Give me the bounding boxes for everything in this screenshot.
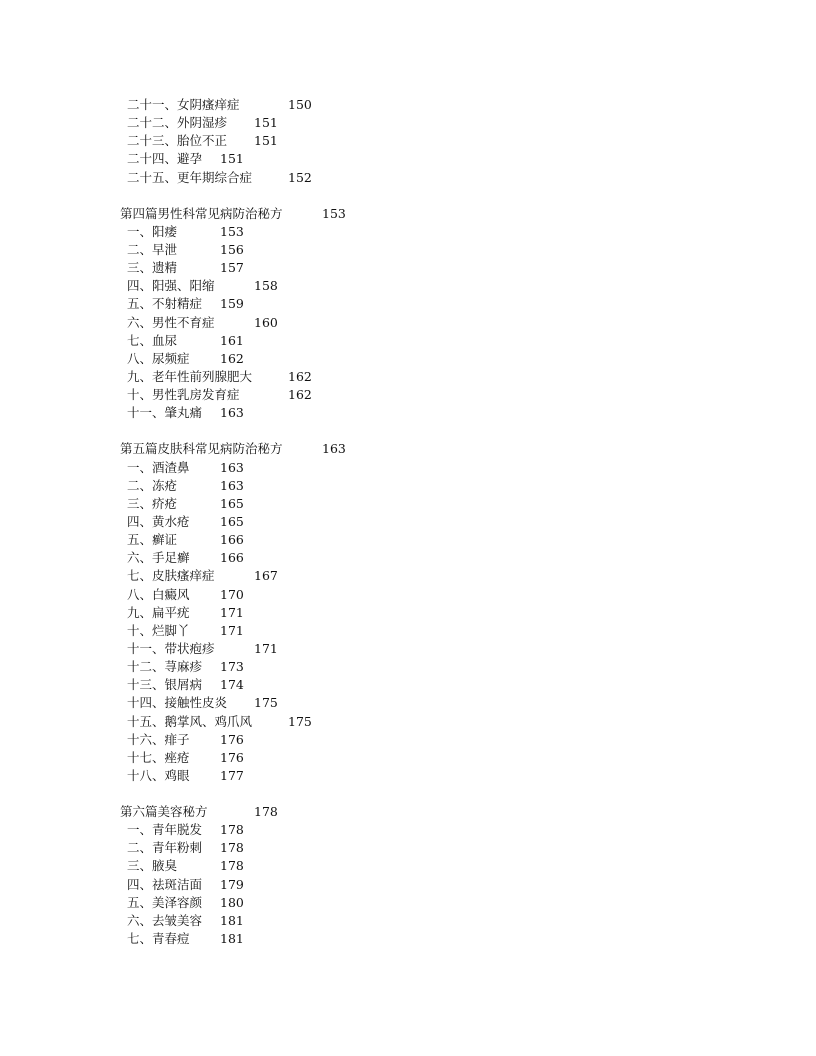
- toc-entry: [0, 694, 816, 712]
- toc-entry-title: 十一、肇丸痛: [127, 405, 203, 421]
- toc-entry-title: 一、青年脱发: [127, 822, 203, 838]
- toc-entry-page-number: 175: [254, 695, 278, 711]
- toc-entry-page-number: 173: [220, 659, 244, 675]
- toc-entry-page-number: 162: [288, 368, 312, 384]
- toc-entry-page-number: 171: [220, 604, 244, 620]
- toc-entry-title: 五、美泽容颜: [127, 894, 203, 910]
- toc-entry-title: 十、男性乳房发育症: [127, 387, 240, 403]
- toc-entry: [0, 876, 816, 894]
- toc-entry-page-number: 156: [220, 241, 244, 257]
- toc-entry-page-number: 181: [220, 931, 244, 947]
- toc-entry-title: 十二、荨麻疹: [127, 659, 203, 675]
- toc-entry-page-number: 160: [254, 314, 278, 330]
- toc-entry: [0, 223, 816, 241]
- toc-entry: [0, 676, 816, 694]
- toc-entry-page-number: 158: [254, 278, 278, 294]
- toc-entry-page-number: 177: [220, 767, 244, 783]
- toc-entry-title: 五、不射精症: [127, 296, 203, 312]
- toc-entry-page-number: 176: [220, 731, 244, 747]
- toc-entry: [0, 857, 816, 875]
- toc-entry-page-number: 178: [220, 840, 244, 856]
- toc-entry-page-number: 151: [254, 133, 278, 149]
- toc-entry: [0, 912, 816, 930]
- toc-entry-title: 二十四、避孕: [127, 151, 203, 167]
- toc-entry-title: 七、青春痘: [127, 931, 190, 947]
- toc-entry: [0, 459, 816, 477]
- toc-entry-page-number: 150: [288, 97, 312, 112]
- toc-entry: [0, 314, 816, 332]
- toc-entry-page-number: 163: [220, 459, 244, 475]
- toc-entry: [0, 894, 816, 912]
- toc-entry-title: 十七、痤疮: [127, 749, 190, 765]
- toc-entry: [0, 150, 816, 168]
- toc-entry-title: 十三、银屑病: [127, 677, 203, 693]
- toc-entry-page-number: 152: [288, 169, 312, 185]
- section-heading-title: 第六篇美容秘方: [120, 804, 208, 820]
- toc-entry-page-number: 178: [220, 822, 244, 838]
- toc-entry-title: 八、白癜风: [127, 586, 190, 602]
- toc-entry-title: 八、尿频症: [127, 350, 190, 366]
- toc-entry: [0, 477, 816, 495]
- toc-entry-title: 三、遗精: [127, 260, 178, 276]
- toc-entry-title: 十、烂脚丫: [127, 622, 190, 638]
- section-heading-title: 第五篇皮肤科常见病防治秘方: [120, 441, 283, 457]
- toc-entry-page-number: 151: [220, 151, 244, 167]
- toc-entry-title: 二十二、外阴湿疹: [127, 115, 228, 131]
- toc-entry-title: 二十五、更年期综合症: [127, 169, 253, 185]
- toc-entry-title: 七、皮肤瘙痒症: [127, 568, 215, 584]
- toc-entry-title: 四、祛斑洁面: [127, 876, 203, 892]
- toc-entry: [0, 839, 816, 857]
- toc-entry: [0, 404, 816, 422]
- toc-entry: [0, 731, 816, 749]
- toc-entry-title: 十一、带状疱疹: [127, 640, 215, 656]
- toc-entry-page-number: 180: [220, 894, 244, 910]
- toc-entry: [0, 96, 816, 114]
- toc-entry-page-number: 167: [254, 568, 278, 584]
- toc-entry-title: 一、阳痿: [127, 223, 178, 239]
- toc-entry-title: 六、去皱美容: [127, 912, 203, 928]
- toc-entry: [0, 531, 816, 549]
- section-heading: [0, 205, 816, 223]
- toc-entry-page-number: 153: [220, 223, 244, 239]
- toc-entry-page-number: 161: [220, 332, 244, 348]
- toc-entry-page-number: 157: [220, 260, 244, 276]
- toc-entry: [0, 767, 816, 785]
- toc-entry-page-number: 181: [220, 912, 244, 928]
- toc-entry-page-number: 151: [254, 115, 278, 131]
- toc-entry-title: 十六、痱子: [127, 731, 190, 747]
- toc-entry-title: 十八、鸡眼: [127, 767, 190, 783]
- toc-entry-title: 二、冻疮: [127, 477, 178, 493]
- toc-entry-page-number: 178: [220, 858, 244, 874]
- toc-entry-page-number: 163: [220, 405, 244, 421]
- toc-entry-title: 七、血尿: [127, 332, 178, 348]
- toc-entry-title: 十五、鹅掌风、鸡爪风: [127, 713, 253, 729]
- toc-entry: [0, 386, 816, 404]
- toc-entry-title: 四、黄水疮: [127, 513, 190, 529]
- toc-entry: [0, 350, 816, 368]
- toc-entry: [0, 332, 816, 350]
- toc-entry-page-number: 175: [288, 713, 312, 729]
- toc-entry: [0, 586, 816, 604]
- toc-entry-page-number: 176: [220, 749, 244, 765]
- toc-entry-page-number: 162: [220, 350, 244, 366]
- toc-entry: [0, 495, 816, 513]
- table-of-contents: [0, 96, 816, 948]
- toc-entry: [0, 713, 816, 731]
- section-heading: [0, 803, 816, 821]
- toc-entry: [0, 368, 816, 386]
- toc-entry-page-number: 171: [220, 622, 244, 638]
- toc-entry-title: 二、青年粉刺: [127, 840, 203, 856]
- section-heading-page-number: 163: [322, 441, 346, 457]
- toc-entry: [0, 549, 816, 567]
- toc-entry: [0, 658, 816, 676]
- section-heading-page-number: 153: [322, 205, 346, 221]
- toc-entry: [0, 567, 816, 585]
- toc-entry-page-number: 166: [220, 532, 244, 548]
- toc-entry-title: 十四、接触性皮炎: [127, 695, 228, 711]
- toc-entry-page-number: 166: [220, 550, 244, 566]
- section-heading: [0, 440, 816, 458]
- toc-entry-page-number: 165: [220, 495, 244, 511]
- toc-entry: [0, 749, 816, 767]
- toc-entry-title: 一、酒渣鼻: [127, 459, 190, 475]
- toc-entry: [0, 259, 816, 277]
- toc-entry-page-number: 165: [220, 513, 244, 529]
- toc-entry-title: 二、早泄: [127, 241, 178, 257]
- toc-entry: [0, 640, 816, 658]
- section-heading-title: 第四篇男性科常见病防治秘方: [120, 205, 283, 221]
- toc-entry-title: 二十一、女阴瘙痒症: [127, 97, 240, 112]
- toc-entry-title: 二十三、胎位不正: [127, 133, 228, 149]
- section-heading-page-number: 178: [254, 804, 278, 820]
- toc-entry-page-number: 159: [220, 296, 244, 312]
- toc-entry-title: 四、阳强、阳缩: [127, 278, 215, 294]
- toc-entry: [0, 277, 816, 295]
- toc-entry-page-number: 174: [220, 677, 244, 693]
- toc-entry-page-number: 162: [288, 387, 312, 403]
- toc-entry: [0, 241, 816, 259]
- toc-entry: [0, 821, 816, 839]
- toc-entry-title: 九、老年性前列腺肥大: [127, 368, 253, 384]
- toc-entry-title: 五、癣证: [127, 532, 178, 548]
- toc-entry-page-number: 163: [220, 477, 244, 493]
- toc-entry-title: 三、疥疮: [127, 495, 178, 511]
- toc-entry: [0, 513, 816, 531]
- toc-entry-title: 九、扁平疣: [127, 604, 190, 620]
- toc-entry-page-number: 171: [254, 640, 278, 656]
- toc-entry: [0, 114, 816, 132]
- toc-entry: [0, 930, 816, 948]
- toc-entry: [0, 169, 816, 187]
- toc-entry-page-number: 170: [220, 586, 244, 602]
- toc-entry: [0, 622, 816, 640]
- toc-entry: [0, 295, 816, 313]
- toc-entry: [0, 604, 816, 622]
- toc-entry-title: 六、男性不育症: [127, 314, 215, 330]
- toc-entry: [0, 132, 816, 150]
- toc-entry-title: 六、手足癣: [127, 550, 190, 566]
- toc-entry-page-number: 179: [220, 876, 244, 892]
- toc-entry-title: 三、腋臭: [127, 858, 178, 874]
